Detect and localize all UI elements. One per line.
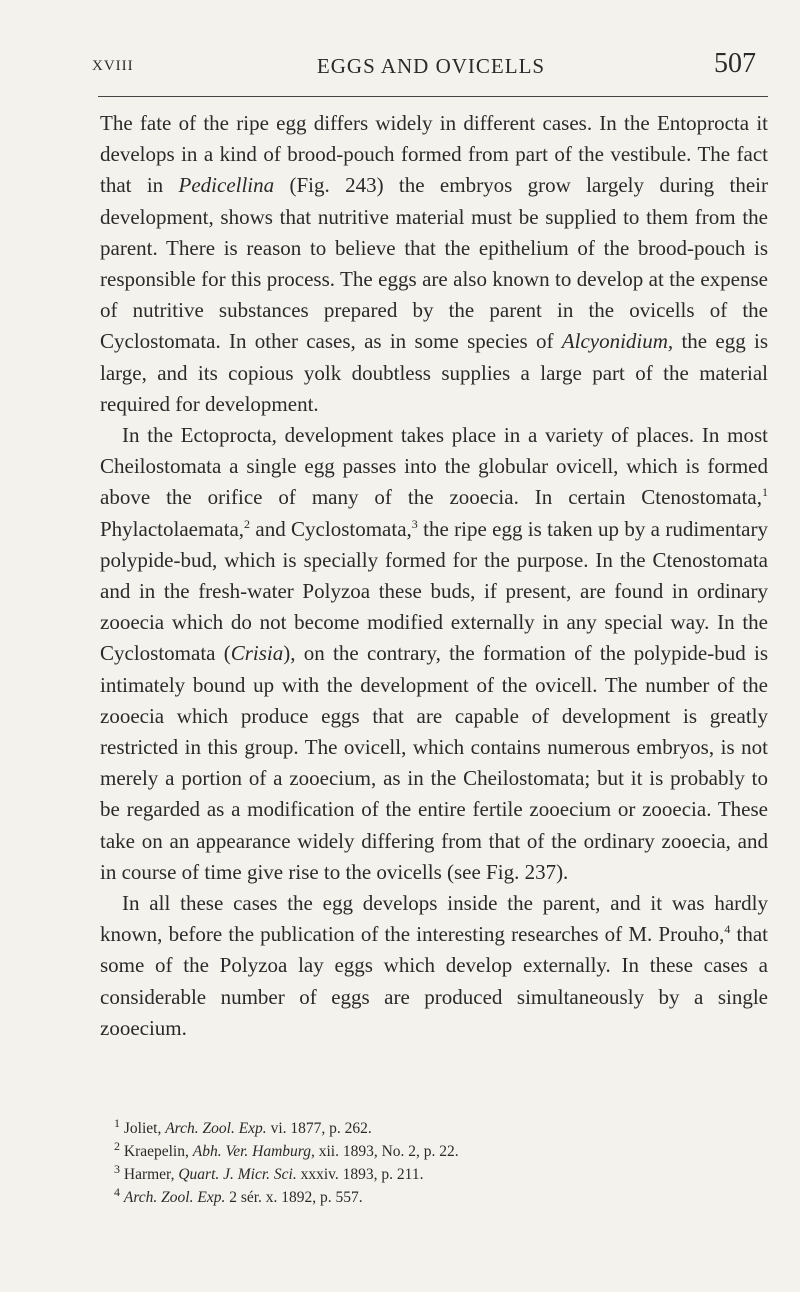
- footnote: [114, 1163, 459, 1186]
- text-run: In all these cases the egg develops inside the parent, and it was hardly known, before the publication of the interesting researches of M. Prouho,: [100, 891, 768, 947]
- chapter-number: XVIII: [92, 58, 134, 74]
- footnote-ref: 4: [724, 922, 731, 937]
- page-number: 507: [714, 48, 756, 79]
- text-run: and Cyclostomata,: [250, 516, 412, 541]
- text-run: xxxiv. 1893, p. 211.: [296, 1166, 424, 1183]
- italic-text: Pedicellina: [178, 173, 275, 198]
- footnote-ref: 3: [411, 516, 418, 531]
- text-run: vi. 1877, p. 262.: [266, 1120, 372, 1137]
- italic-text: Crisia: [230, 641, 284, 666]
- footnote-ref: 3: [114, 1161, 120, 1176]
- paragraph: [100, 420, 768, 888]
- running-title: EGGS AND OVICELLS: [316, 54, 546, 78]
- footnote: [114, 1140, 459, 1163]
- footnote-ref: 2: [244, 516, 251, 531]
- text-run: ), on the contrary, the formation of the polypide-bud is intimately bound up with the development of the ovicell. The number of the zooecia which produce eggs that are capable of development is greatly restricted in this group. The ovicell, which contains numerous embryos, is not merely a portion of a zooecium, as in the Cheilostomata; but it is probably to be regarded as a modification of the entire fertile zooecium or zooecia. These take on an appearance widely differing from that of the ordinary zooecia, and in course of time give rise to the ovicells (see Fig. 237).: [100, 641, 768, 884]
- footnote-ref: 1: [114, 1115, 120, 1130]
- text-run: that some of the Polyzoa lay eggs which develop externally. In these cases a considerable number of eggs are produced simultaneously by a single zooecium.: [100, 922, 768, 1040]
- italic-text: Alcyonidium,: [561, 329, 674, 354]
- text-run: (Fig. 243) the embryos grow largely during their development, shows that nutritive material must be supplied to them from the parent. There is reason to believe that the epithelium of the brood-pouch is responsible for this process. The eggs are also known to develop at the expense of nutritive substances prepared by the parent in the ovicells of the Cyclostomata. In other cases, as in some species of: [100, 173, 769, 354]
- text-run: the ripe egg is taken up by a rudimentary polypide-bud, which is specially formed for the purpose. In the Ctenostomata and in the fresh-water Polyzoa these buds, if present, are found in ordinary zooecia which do not become modified externally in any special way. In the Cyclostomata (: [100, 516, 768, 666]
- text-run: Harmer,: [120, 1166, 179, 1183]
- text-run: The fate of the ripe egg differs widely in different cases. In the Entoprocta it develops in a kind of brood-pouch formed from part of the vestibule. The fact that in: [100, 111, 768, 198]
- italic-text: Abh. Ver. Hamburg,: [192, 1143, 315, 1160]
- running-header: [92, 48, 770, 82]
- footnote: [114, 1117, 459, 1140]
- text-run: Phylactolaemata,: [100, 516, 245, 541]
- text-run: Kraepelin,: [120, 1143, 193, 1160]
- italic-text: Quart. J. Micr. Sci.: [178, 1166, 297, 1183]
- text-run: the egg is large, and its copious yolk doubtless supplies a large part of the material required for development.: [100, 329, 769, 416]
- footnote-ref: 2: [114, 1138, 120, 1153]
- italic-text: Arch. Zool. Exp.: [165, 1120, 267, 1137]
- header-rule: [98, 96, 768, 97]
- text-run: 2 sér. x. 1892, p. 557.: [225, 1189, 363, 1206]
- paragraph: [100, 888, 768, 1044]
- paragraph: [100, 108, 768, 420]
- main-text: [100, 108, 768, 1044]
- footnotes: [114, 1117, 459, 1209]
- footnote-ref: 4: [114, 1184, 120, 1199]
- footnote-ref: 1: [762, 485, 768, 500]
- text-run: In the Ectoprocta, development takes place in a variety of places. In most Cheilostomata a single egg passes into the globular ovicell, which is formed above the orifice of many of the zooecia. In certain Ctenostomata,: [100, 423, 768, 510]
- italic-text: Arch. Zool. Exp.: [123, 1189, 226, 1206]
- text-run: Joliet,: [120, 1120, 166, 1137]
- text-run: xii. 1893, No. 2, p. 22.: [314, 1143, 459, 1160]
- footnote: [114, 1186, 459, 1209]
